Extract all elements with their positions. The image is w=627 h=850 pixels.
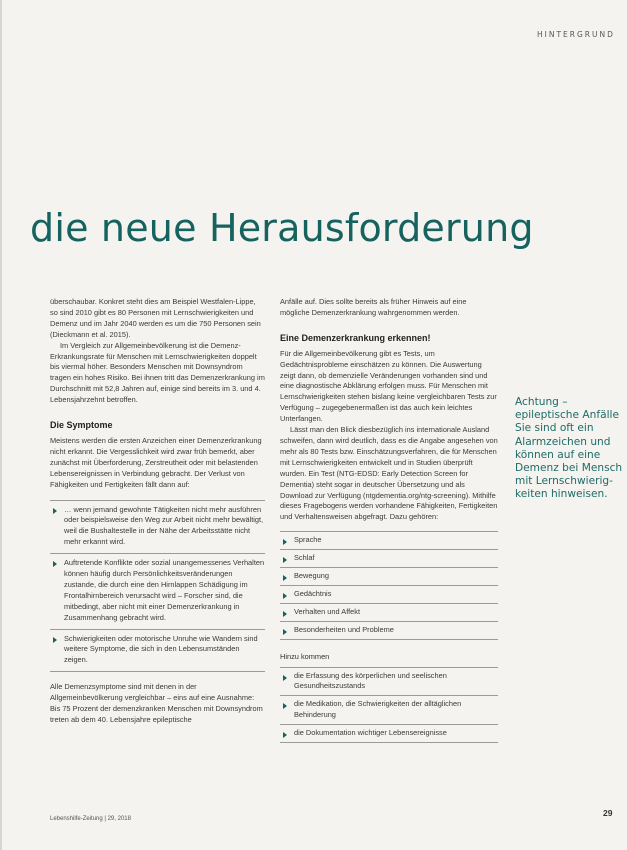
abilities-list	[280, 531, 498, 639]
list-item: Gedächtnis	[280, 585, 498, 603]
additional-heading: Hinzu kommen	[280, 651, 330, 661]
callout-line: keiten hinweisen.	[515, 488, 608, 501]
intro-paragraph: überschaubar. Konkret steht dies am Beispiel Westfalen-Lippe, so sind 2010 gibt es 80 Personen mit Lernschwierigkeiten und Demenz und im Jahr 2040 werden es um die 750 Personen sein (Dieckmann et al. 2015).	[50, 297, 261, 339]
symptoms-heading: Die Symptome	[50, 420, 113, 431]
page-spine-shadow	[0, 0, 2, 850]
diagnosis-heading: Eine Demenzerkrankung erkennen!	[280, 332, 431, 343]
list-item: Sprache	[280, 531, 498, 549]
middle-column	[280, 297, 498, 743]
callout-line: können auf eine	[515, 448, 601, 461]
article-headline: die neue Herausforderung	[30, 206, 534, 250]
sidebar-callout	[515, 396, 627, 502]
list-item: Verhalten und Affekt	[280, 603, 498, 621]
list-item: Bewegung	[280, 567, 498, 585]
list-item: die Medikation, die Schwierigkeiten der alltäglichen Behinderung	[280, 695, 498, 724]
page-footer: Lebenshilfe-Zeitung | 29, 2018	[50, 816, 131, 822]
callout-line: Alarmzeichen und	[515, 435, 611, 448]
section-tag: HINTERGRUND	[537, 30, 615, 39]
closing-paragraph: Alle Demenzsymptome sind mit denen in der Allgemeinbevölkerung vergleichbar – eins auf eine Ausnahme: Bis 75 Prozent der demenzkranken Menschen mit Downsyndrom treten ab dem 40. Lebensjahre epileptische	[50, 682, 263, 724]
callout-line: Achtung –	[515, 396, 568, 408]
diagnosis-paragraph: Lässt man den Blick diesbezüglich ins internationale Ausland schweifen, dann wird deutlich, dass es die Angabe angesehen von mehr als 80 Tests bzw. Einschätzungsverfahren, die für Menschen mit Lernschwierigkeiten entwickelt und in Studien überprüft wurden. Ein Test (NTG-EDSD: Early Detection Screen for Dementia) steht sogar in deutscher Übersetzung und als Download zur Verfügung (ntgdementia.org/ntg-screening). Mithilfe dieses Fragebogens werden vorhandene Fähigkeiten, Fertigkeiten und Verhaltensweisen abgefragt. Dazu gehören:	[280, 425, 498, 522]
page-number: 29	[603, 808, 613, 818]
additional-list	[280, 667, 498, 744]
callout-line: mit Lernschwierig-	[515, 475, 613, 488]
list-item: … wenn jemand gewohnte Tätigkeiten nicht mehr ausführen oder beispielsweise den Weg zur Arbeit nicht mehr bewältigt, weil die Bushaltestelle in der Nähe der Arbeitsstätte nicht mehr erkannt wird.	[50, 500, 265, 554]
callout-line: epileptische Anfälle	[515, 409, 619, 422]
symptoms-paragraph: Meistens werden die ersten Anzeichen einer Demenzerkrankung nicht erkannt. Die Vergesslichkeit wird zwar früh bemerkt, aber zunächst mit Überforderung, Zerstreutheit oder mit belastenden Lebensereignissen in Verbindung gebracht. Der Verlust von Fähigkeiten und Fertigkeiten fällt dann auf:	[50, 435, 262, 489]
diagnosis-paragraph: Für die Allgemeinbevölkerung gibt es Tests, um Gedächtnisprobleme einschätzen zu können. Die Auswertung zeigt dann, ob demenzielle Veränderungen vorhanden sind und eine diagnostische Abklärung erfolgen muss. Für Menschen mit Lernschwierigkeiten stehen bislang keine vergleichbaren Tests zur Verfügung – zugegebenermaßen ist das auch kein leichtes Unterfangen.	[280, 348, 497, 424]
left-column	[50, 297, 265, 726]
list-item: Schlaf	[280, 549, 498, 567]
intro-paragraph: Im Vergleich zur Allgemeinbevölkerung ist die Demenz-Erkrankungsrate für Menschen mit Lernschwierigkeiten doppelt bis viermal höher. Besonders Menschen mit Downsyndrom tragen ein hohes Risiko. Bei ihnen tritt das Demenzerkrankung im Durchschnitt mit 52,8 Jahren auf, einige sind bereits im 3. und 4. Lebensjahrzehnt betroffen.	[50, 340, 265, 405]
list-item: die Dokumentation wichtiger Lebensereignisse	[280, 724, 498, 743]
list-item: Besonderheiten und Probleme	[280, 621, 498, 640]
list-item: Auftretende Konflikte oder sozial unangemessenes Verhalten können häufig durch Persönlichkeitsveränderungen zustande, die durch eine den Hirnlappen Schädigung im Frontalhirnbereich verursacht wird – Forscher sind, die mitbedingt, aber nicht mit einer Demenzerkrankung in Zusammenhang gebracht wird.	[50, 553, 265, 628]
callout-line: Demenz bei Mensch	[515, 462, 623, 475]
callout-line: Sie sind oft ein	[515, 422, 594, 435]
symptoms-list	[50, 500, 265, 673]
list-item: Schwierigkeiten oder motorische Unruhe wie Wandern sind weitere Symptome, die sich in den Lebensumständen zeigen.	[50, 629, 265, 673]
intro-paragraph: Anfälle auf. Dies sollte bereits als früher Hinweis auf eine mögliche Demenzerkrankung wahrgenommen werden.	[280, 297, 467, 317]
list-item: die Erfassung des körperlichen und seelischen Gesundheitszustands	[280, 667, 498, 696]
